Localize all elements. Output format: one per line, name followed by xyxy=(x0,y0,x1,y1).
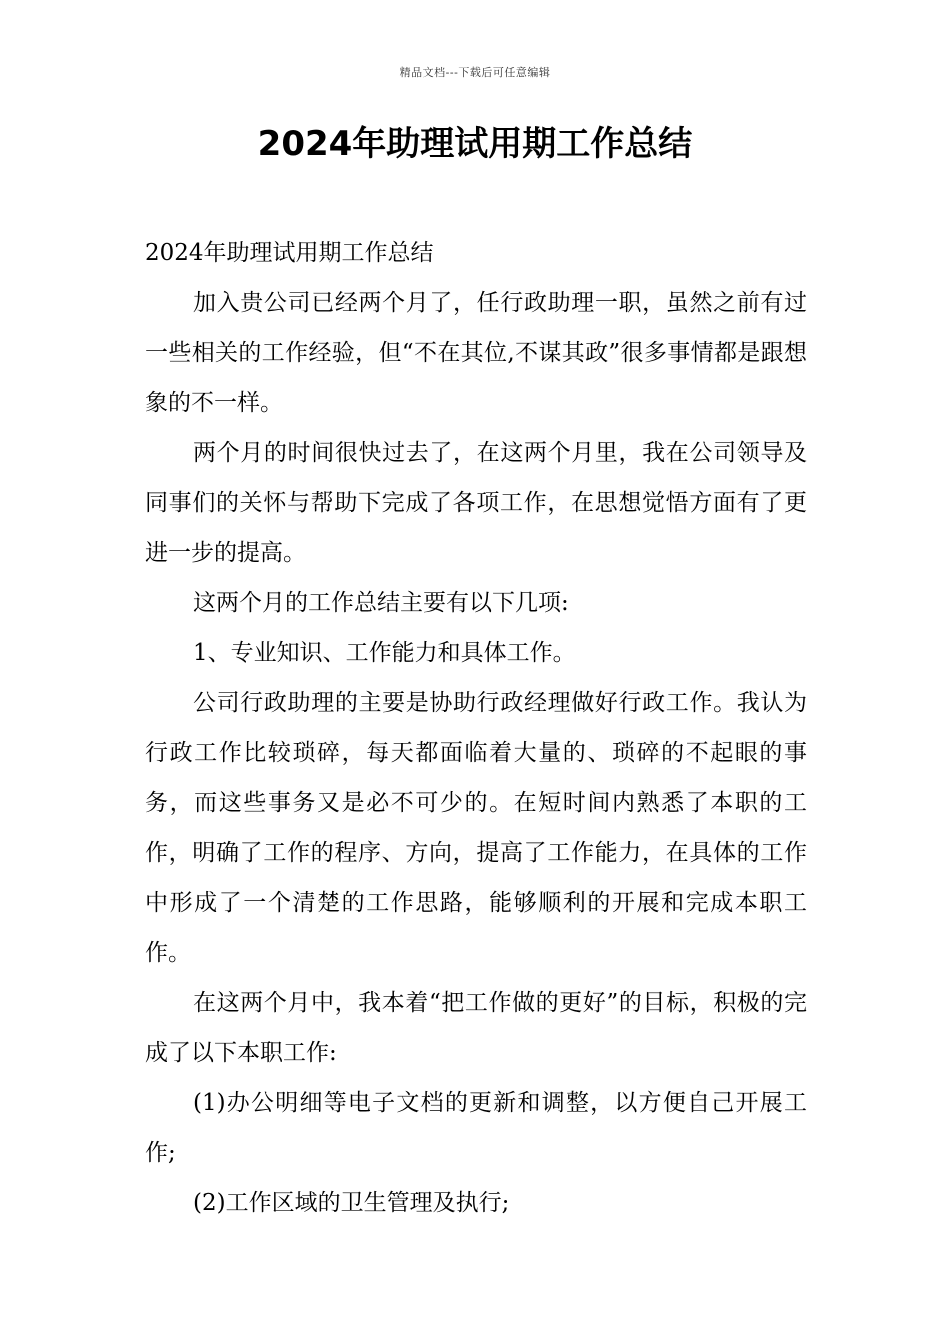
list-item-2: (2)工作区域的卫生管理及执行; xyxy=(193,1190,510,1216)
paragraph-intro: 加入贵公司已经两个月了，任行政助理一职，虽然之前有过一些相关的工作经验，但“不在其位,不谋其政”很多事情都是跟想象的不一样。 xyxy=(145,290,807,416)
section-heading-1: 1、专业知识、工作能力和具体工作。 xyxy=(193,640,576,666)
document-subtitle: 2024年助理试用期工作总结 xyxy=(145,240,434,266)
document-body xyxy=(145,228,807,1228)
paragraph-duties: 公司行政助理的主要是协助行政经理做好行政工作。我认为行政工作比较琐碎，每天都面临着大量的、琐碎的不起眼的事务，而这些事务又是必不可少的。在短时间内熟悉了本职的工作，明确了工作的程序、方向，提高了工作能力，在具体的工作中形成了一个清楚的工作思路，能够顺利的开展和完成本职工作。 xyxy=(145,690,807,966)
list-item-1: (1)办公明细等电子文档的更新和调整，以方便自己开展工作; xyxy=(145,1090,807,1166)
paragraph-two-months: 两个月的时间很快过去了，在这两个月里，我在公司领导及同事们的关怀与帮助下完成了各项工作，在思想觉悟方面有了更进一步的提高。 xyxy=(145,440,807,566)
paragraph-goal: 在这两个月中，我本着“把工作做的更好”的目标，积极的完成了以下本职工作: xyxy=(145,990,807,1066)
paragraph-summary-lead: 这两个月的工作总结主要有以下几项: xyxy=(193,590,569,616)
document-title: 2024年助理试用期工作总结 xyxy=(257,124,693,164)
header-note: 精品文档---下载后可任意编辑 xyxy=(399,66,551,79)
